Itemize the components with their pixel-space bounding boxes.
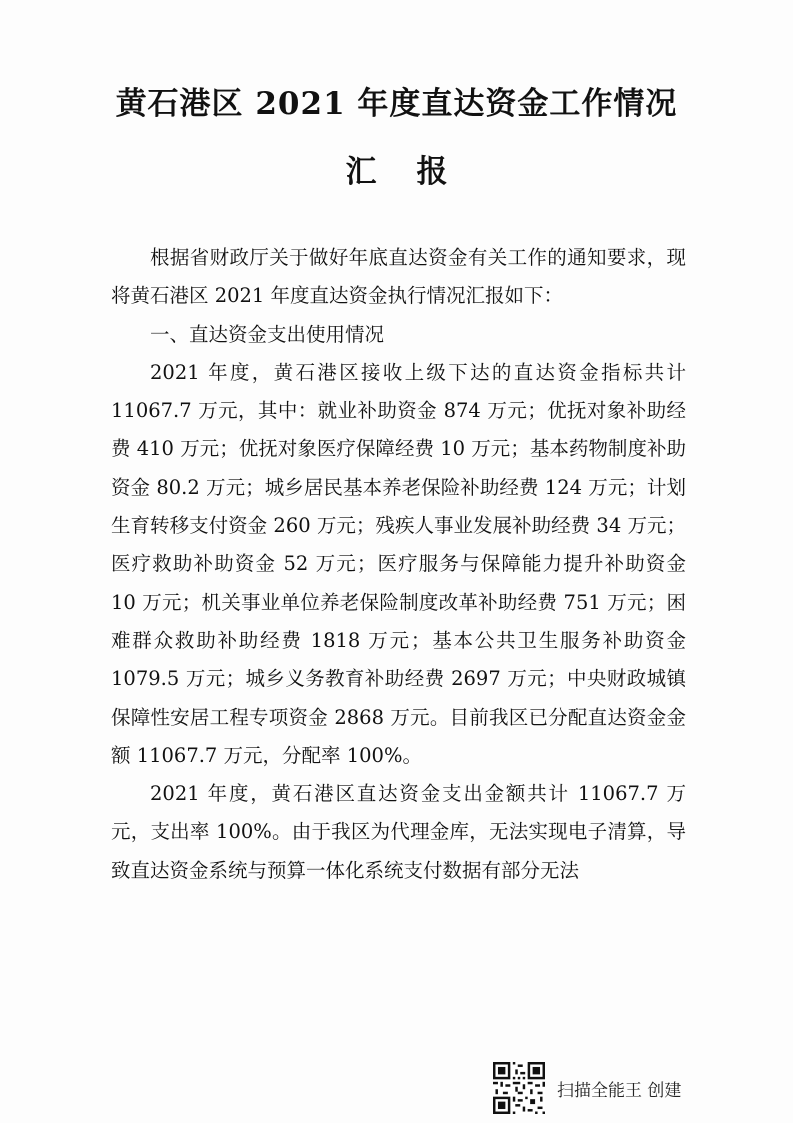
section-heading: 一、直达资金支出使用情况 [150,322,385,346]
qr-code-icon [493,1062,545,1114]
scanner-watermark [493,1060,733,1116]
paragraph-intro: 根据省财政厅关于做好年底直达资金有关工作的通知要求，现将黄石港区 2021 年度直达资金执行情况汇报如下： [111,246,686,308]
document-body [111,239,686,890]
subtitle-char-1: 汇 [345,154,377,190]
subtitle-char-2: 报 [416,154,448,190]
document-subtitle [0,146,793,191]
paragraph-funds-spent: 2021 年度，黄石港区直达资金支出金额共计 11067.7 万元，支出率 100%。由于我区为代理金库，无法实现电子清算，导致直达资金系统与预算一体化系统支付数据有部分无法 [111,782,686,882]
paragraph-funds-received: 2021 年度，黄石港区接收上级下达的直达资金指标共计 11067.7 万元，其中：就业补助资金 874 万元；优抚对象补助经费 410 万元；优抚对象医疗保障经费 10 万元；基本药物制度补助资金 80.2 万元；城乡居民基本养老保险补助经费 124 万元；计划生育转移支付资金 260 万元；残疾人事业发展补助经费 34 万元；医疗救助补助资金 52 万元；医疗服务与保障能力提升补助资金 10 万元；机关事业单位养老保险制度改革补助经费 751 万元；困难群众救助补助经费 1818 万元；基本公共卫生服务补助资金 1079.5 万元；城乡义务教育补助经费 2697 万元；中央财政城镇保障性安居工程专项资金 2868 万元。目前我区已分配直达资金金额 11067.7 万元，分配率 100%。 [111,360,686,767]
scanner-label: 扫描全能王 创建 [557,1080,682,1101]
document-title: 黄石港区 2021 年度直达资金工作情况 [115,86,678,122]
